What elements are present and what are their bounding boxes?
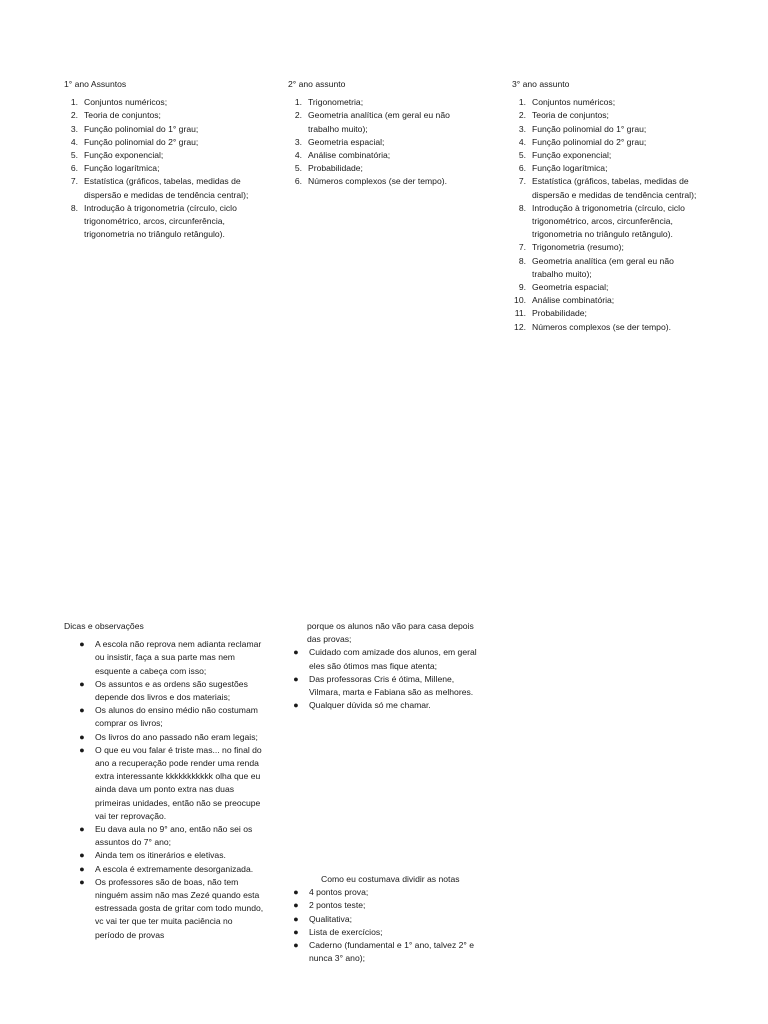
list-item: 7. Trigonometria (resumo); (518, 242, 624, 253)
list-item: 7. Estatística (gráficos, tabelas, medidas de dispersão e medidas de tendência central); (70, 176, 249, 200)
list-item: ● Os professores são de boas, não tem ninguém assim não mas Zezé quando esta estressada gosta de gritar com todo mundo, vc vai ter que ter muita paciência no período de provas (79, 876, 264, 940)
list-item: 5. Probabilidade; (294, 163, 363, 174)
list-item: 8. Introdução à trigonometria (círculo, ciclo trigonométrico, arcos, circunferência, trigonometria no triângulo retângulo). (70, 202, 237, 240)
third-year-section (512, 78, 702, 334)
list-item: 3. Função polinomial do 1° grau; (70, 123, 199, 134)
list-item: ● 4 pontos prova; (292, 886, 482, 899)
list-item: 2. Teoria de conjuntos; (518, 110, 609, 121)
second-year-heading: 2° ano assunto (288, 79, 346, 89)
bullet-icon: ● (79, 705, 85, 716)
list-item: 2. Teoria de conjuntos; (70, 110, 161, 121)
list-item: ● A escola não reprova nem adianta reclamar ou insistir, faça a sua parte mas nem esquente a cabeça com isso; (79, 639, 262, 676)
list-item: 12. Números complexos (se der tempo). (514, 321, 671, 332)
list-item: ● Eu dava aula no 9° ano, então não sei os assuntos do 7° ano; (79, 824, 253, 848)
list-item: 9. Geometria espacial; (518, 282, 609, 293)
list-item: 1. Conjuntos numéricos; (70, 97, 168, 108)
list-item: 3. Função polinomial do 1° grau; (518, 123, 647, 134)
tips-list (78, 638, 264, 942)
list-item: ● Ainda tem os itinerários e eletivas. (78, 849, 264, 862)
list-item: 1. Conjuntos numéricos; (518, 97, 616, 108)
bullet-icon: ● (79, 863, 85, 874)
list-item: ● Caderno (fundamental e 1° ano, talvez 2° e nunca 3° ano); (293, 940, 475, 964)
second-year-list (288, 96, 478, 188)
list-item: 5. Função exponencial; (70, 150, 164, 161)
first-year-list (64, 96, 254, 241)
list-item: ● Lista de exercícios; (292, 926, 482, 939)
bullet-icon: ● (79, 824, 85, 835)
third-year-heading: 3° ano assunto (512, 79, 570, 89)
list-item: ● 2 pontos teste; (292, 899, 482, 912)
bullet-icon: ● (293, 647, 299, 658)
bullet-icon: ● (79, 744, 85, 755)
list-item: ● A escola é extremamente desorganizada. (78, 863, 264, 876)
tips-continuation-text: porque os alunos não vão para casa depois das provas; (307, 621, 474, 645)
list-item: 6. Números complexos (se der tempo). (294, 176, 447, 187)
list-item: 10. Análise combinatória; (514, 295, 615, 306)
first-year-section (64, 78, 254, 241)
bullet-icon: ● (79, 678, 85, 689)
list-item: 6. Função logarítmica; (70, 163, 160, 174)
list-item: 2. Geometria analítica (em geral eu não trabalho muito); (294, 110, 450, 134)
bullet-icon: ● (293, 673, 299, 684)
bullet-icon: ● (293, 940, 299, 951)
bullet-icon: ● (79, 639, 85, 650)
list-item: ● O que eu vou falar é triste mas... no final do ano a recuperação pode render uma renda extra interessante kkkkkkkkkkk olha que eu ainda dava um ponto extra nas duas primeiras unidades, então não se preocupe vai ter reprovação. (79, 744, 262, 821)
list-item: 11. Probabilidade; (514, 308, 587, 319)
tips-list-continued (292, 646, 482, 712)
bullet-icon: ● (293, 926, 299, 937)
first-year-heading: 1° ano Assuntos (64, 79, 127, 89)
list-item: 7. Estatística (gráficos, tabelas, medidas de dispersão e medidas de tendência central); (518, 176, 697, 200)
bullet-icon: ● (79, 731, 85, 742)
bullet-icon: ● (293, 700, 299, 711)
tips-continued-section (292, 620, 482, 712)
list-item: ● Cuidado com amizade dos alunos, em geral eles são ótimos mas fique atenta; (293, 647, 477, 671)
list-item: 3. Geometria espacial; (294, 136, 385, 147)
list-item: ● Os assuntos e as ordens são sugestões depende dos livros e dos materiais; (79, 678, 248, 703)
list-item: 4. Análise combinatória; (294, 150, 391, 161)
bullet-icon: ● (293, 913, 299, 924)
list-item: ● Os alunos do ensino médio não costumam comprar os livros; (79, 705, 258, 729)
bullet-icon: ● (293, 900, 299, 911)
grades-heading: Como eu costumava dividir as notas (321, 874, 460, 884)
list-item: ● Qualitativa; (292, 913, 482, 926)
tips-section (64, 620, 264, 942)
list-item: ● Qualquer dúvida só me chamar. (292, 699, 482, 712)
list-item: 8. Introdução à trigonometria (círculo, ciclo trigonométrico, arcos, circunferência, trigonometria no triângulo retângulo). (518, 202, 685, 240)
list-item: 8. Geometria analítica (em geral eu não trabalho muito); (518, 255, 674, 279)
bullet-icon: ● (79, 850, 85, 861)
list-item: 6. Função logarítmica; (518, 163, 608, 174)
grades-section (292, 873, 482, 965)
bullet-icon: ● (79, 876, 85, 887)
list-item: 5. Função exponencial; (518, 150, 612, 161)
tips-heading: Dicas e observações (64, 621, 144, 631)
list-item: ● Os livros do ano passado não eram legais; (78, 731, 264, 744)
list-item: 4. Função polinomial do 2° grau; (70, 136, 199, 147)
third-year-list (512, 96, 702, 334)
list-item: 4. Função polinomial do 2° grau; (518, 136, 647, 147)
second-year-section (288, 78, 478, 189)
list-item: 1. Trigonometria; (294, 97, 364, 108)
bullet-icon: ● (293, 887, 299, 898)
list-item: ● Das professoras Cris é ótima, Millene, Vilmara, marta e Fabiana são as melhores. (293, 673, 474, 698)
grades-list (292, 886, 482, 965)
